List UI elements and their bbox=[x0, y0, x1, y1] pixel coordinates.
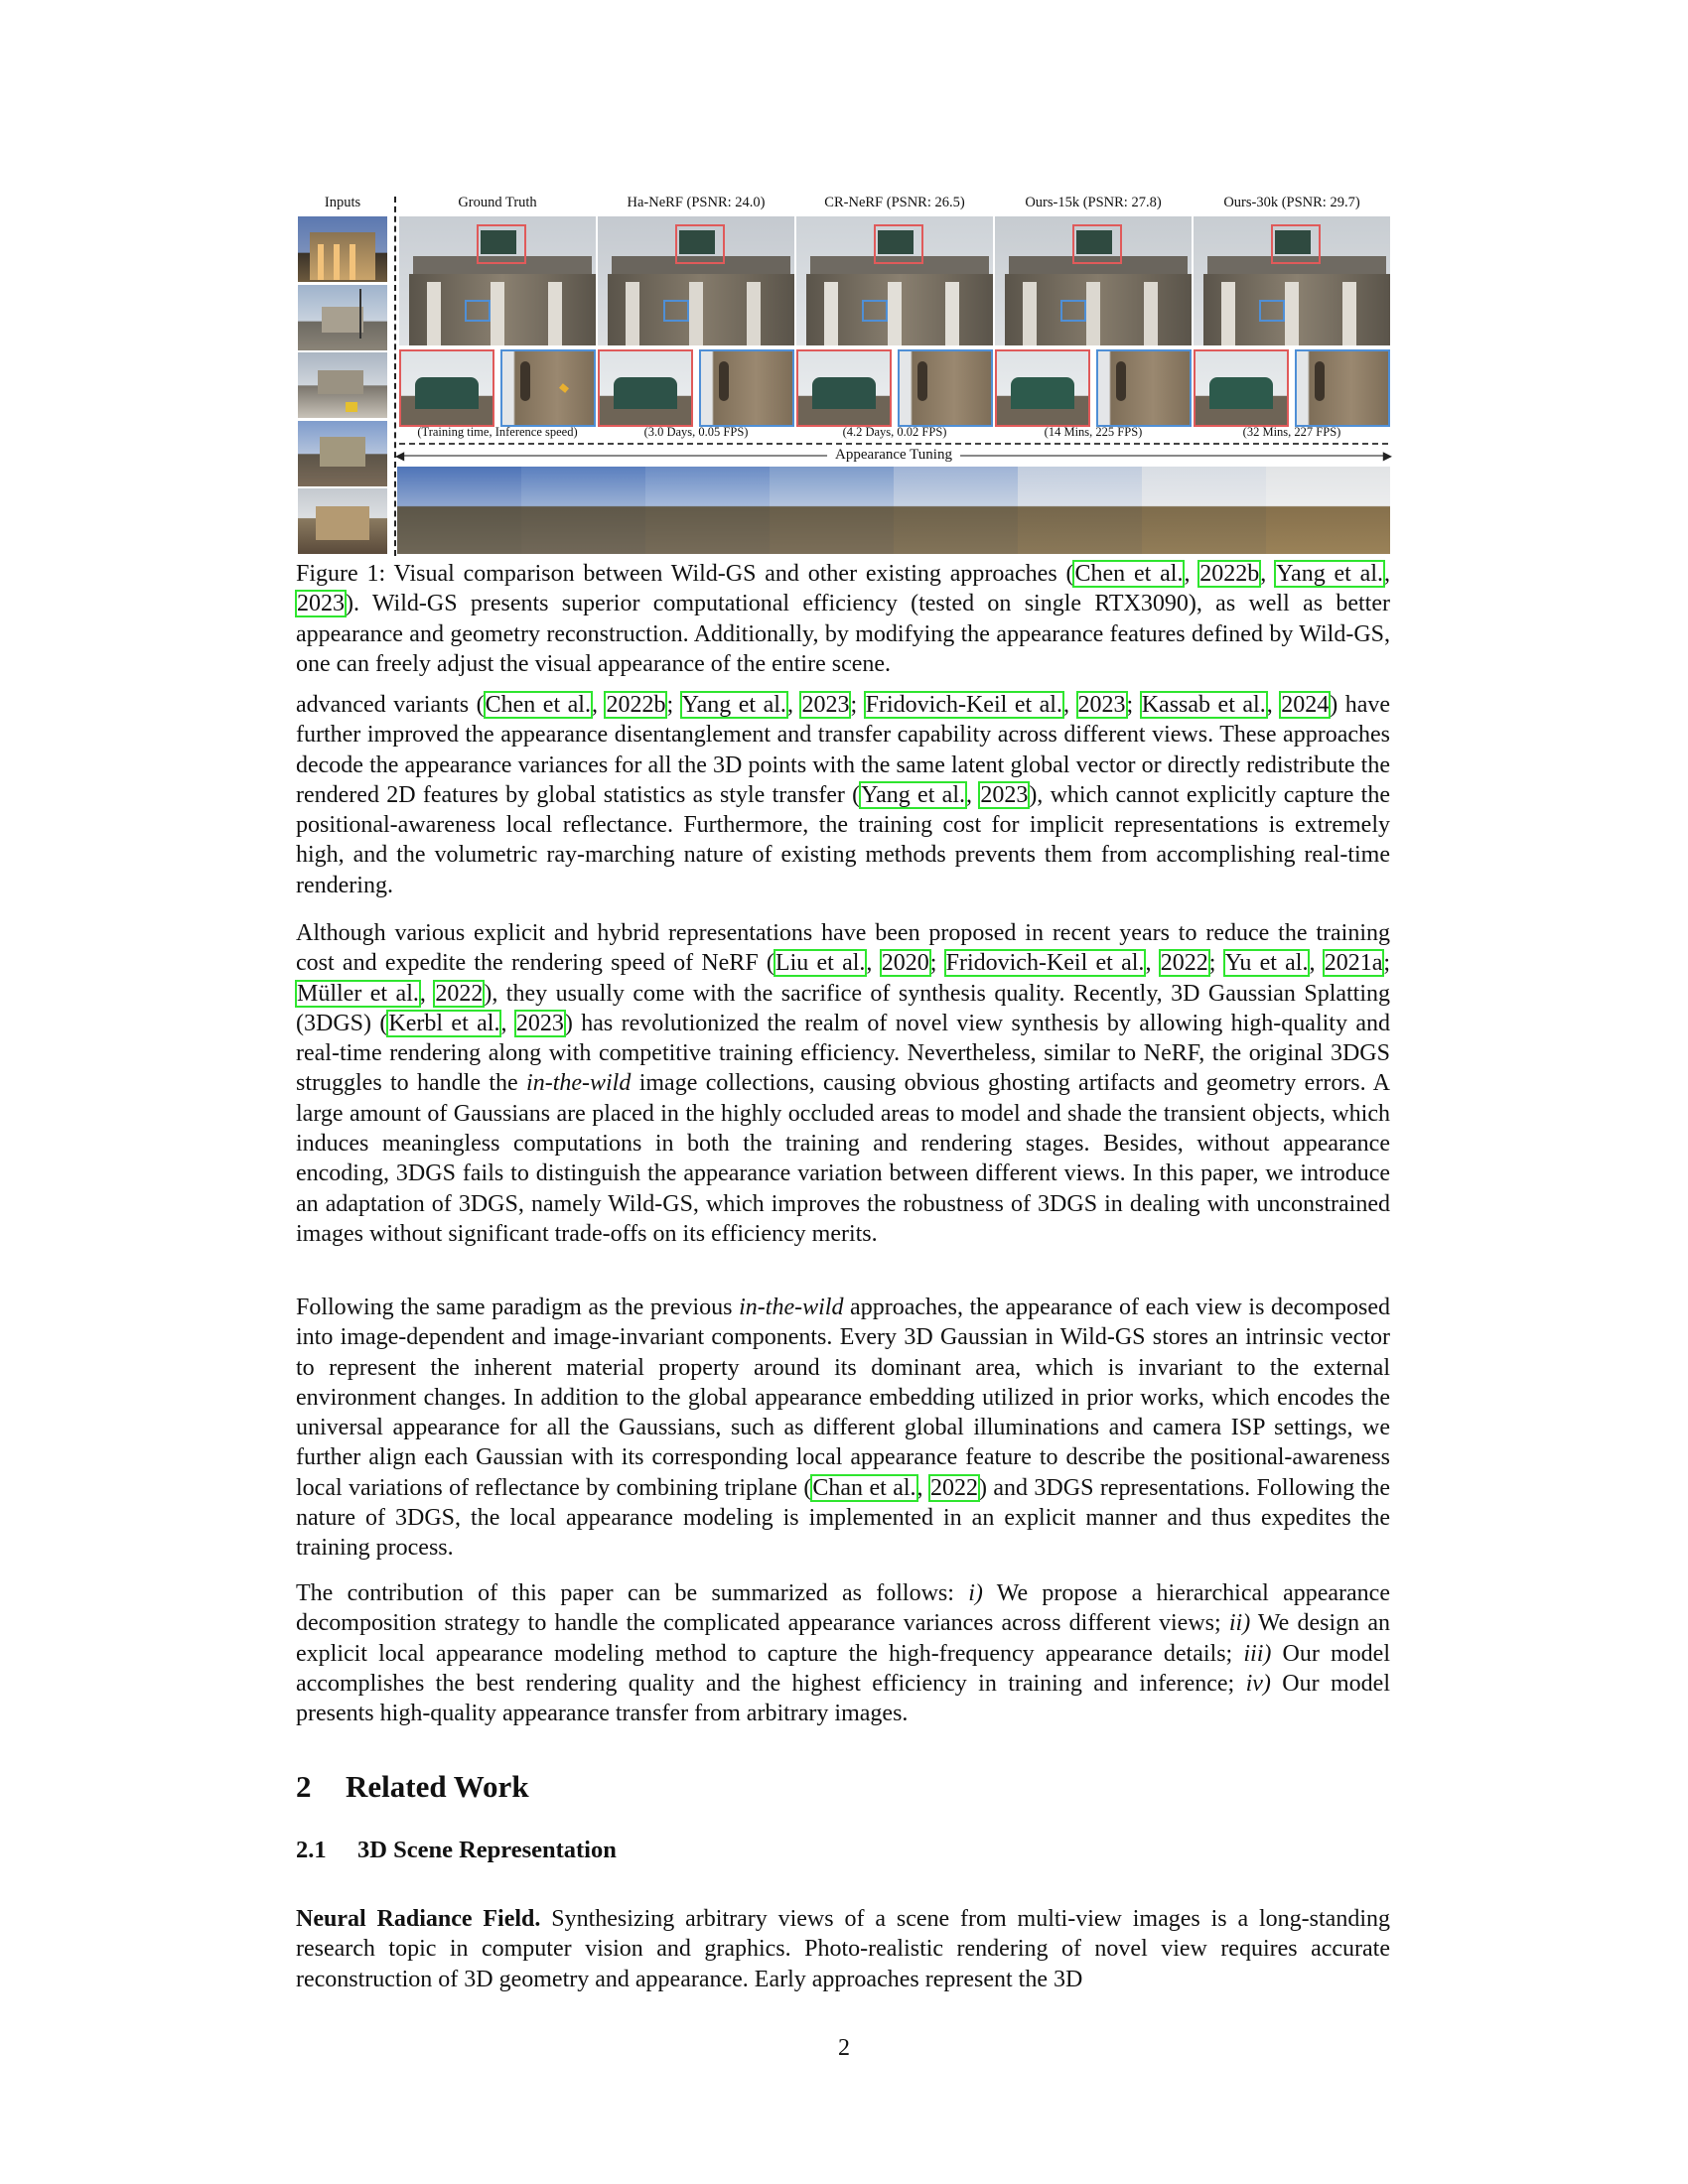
tuning-frame bbox=[1142, 467, 1266, 554]
col-label-ground-truth: Ground Truth bbox=[458, 195, 537, 210]
citation-link[interactable]: Chen et al. bbox=[1074, 561, 1184, 587]
citation-link[interactable]: 2022 bbox=[1160, 950, 1208, 977]
citation-link[interactable]: 2023 bbox=[801, 692, 850, 718]
paragraph: Neural Radiance Field. Synthesizing arbitrary views of a scene from multi-view images is a long-standing research topic in computer vision and graphics. Photo-realistic rendering of novel view requires accurate reconstruction of 3D geometry and appearance. Early approaches represent the 3D bbox=[296, 1906, 1390, 1992]
render-image bbox=[796, 216, 993, 345]
appearance-tuning-strip bbox=[397, 467, 1390, 554]
col-label-ours-30k: Ours-30k (PSNR: 29.7) bbox=[1223, 195, 1360, 210]
time-label-ha-nerf: (3.0 Days, 0.05 FPS) bbox=[643, 425, 749, 439]
citation-link[interactable]: 2023 bbox=[515, 1010, 564, 1036]
figure-1 bbox=[296, 191, 1390, 558]
zoom-crop-column bbox=[1295, 349, 1390, 427]
render-image bbox=[399, 216, 596, 345]
section-number: 2 bbox=[296, 1769, 312, 1804]
render-image bbox=[1194, 216, 1390, 345]
zoom-crop-column bbox=[898, 349, 993, 427]
tuning-frame bbox=[521, 467, 645, 554]
method-ha-nerf bbox=[598, 216, 794, 427]
citation-link[interactable]: Fridovich-Keil et al. bbox=[865, 692, 1062, 718]
tuning-frame bbox=[894, 467, 1018, 554]
paragraph-contributions: The contribution of this paper can be summarized as follows: i) We propose a hierarchical appearance decomposition strategy to handle the complicated appearance variances across different views; ii) We design an explicit local appearance modeling method to capture the high-frequency appearance details; iii) Our model accomplishes the best rendering quality and the highest efficiency in training and inference; iv) Our model presents high-quality appearance transfer from arbitrary images. bbox=[296, 1580, 1390, 1727]
tuning-frame bbox=[645, 467, 770, 554]
tuning-frame bbox=[1266, 467, 1390, 554]
citation-link[interactable]: 2022b bbox=[606, 692, 666, 718]
citation-link[interactable]: Chen et al. bbox=[485, 692, 591, 718]
appearance-tuning-label: Appearance Tuning bbox=[827, 447, 960, 464]
dashed-divider bbox=[399, 443, 1388, 445]
tuning-frame bbox=[770, 467, 894, 554]
zoom-crop-column bbox=[500, 349, 596, 427]
method-cr-nerf bbox=[796, 216, 993, 427]
citation-link[interactable]: Kerbl et al. bbox=[388, 1010, 500, 1036]
arrow-left-icon: ◀ bbox=[395, 449, 405, 463]
input-thumb bbox=[298, 285, 387, 350]
citation-link[interactable]: Yang et al. bbox=[681, 692, 786, 718]
citation-link[interactable]: Yu et al. bbox=[1224, 950, 1309, 977]
render-image bbox=[995, 216, 1192, 345]
zoom-crop-column bbox=[699, 349, 794, 427]
time-label-header: (Training time, Inference speed) bbox=[417, 425, 578, 439]
citation-link[interactable]: Fridovich-Keil et al. bbox=[945, 950, 1145, 977]
citation-link[interactable]: Yang et al. bbox=[1276, 561, 1383, 587]
tuning-frame bbox=[397, 467, 521, 554]
dashed-separator bbox=[394, 197, 396, 556]
method-ours-30k bbox=[1194, 216, 1390, 427]
citation-link[interactable]: 2020 bbox=[881, 950, 929, 977]
page-number: 2 bbox=[838, 2035, 850, 2061]
inputs-label: Inputs bbox=[324, 195, 361, 210]
input-thumbnails bbox=[298, 216, 387, 557]
input-thumb bbox=[298, 421, 387, 486]
section-heading bbox=[296, 1769, 529, 1805]
subsection-title: 3D Scene Representation bbox=[357, 1837, 617, 1863]
paragraph-lead: Neural Radiance Field. bbox=[296, 1906, 541, 1932]
appearance-tuning-arrow bbox=[395, 447, 1392, 463]
citation-link[interactable]: Liu et al. bbox=[774, 950, 866, 977]
method-ground-truth bbox=[399, 216, 596, 427]
time-label-ours-15k: (14 Mins, 225 FPS) bbox=[1044, 425, 1143, 439]
paragraph: Following the same paradigm as the previous in-the-wild approaches, the appearance of each view is decomposed into image-dependent and image-invariant components. Every 3D Gaussian in Wild-GS stores an intrinsic vector to represent the inherent material property around its dominant area, which is invariant to the external environment changes. In addition to the global appearance embedding utilized in prior works, which encodes the universal appearance for all the Gaussians, such as different global illuminations and camera ISP settings, we further align each Gaussian with its corresponding local appearance feature to describe the positional-awareness local variations of reflectance by combining triplane (Chan et al., 2022) and 3DGS representations. Following the nature of 3DGS, the local appearance modeling is implemented in an explicit manner and thus expedites the training process. bbox=[296, 1295, 1390, 1562]
input-thumb bbox=[298, 488, 387, 554]
zoom-crop-column bbox=[1096, 349, 1192, 427]
citation-link[interactable]: 2021a bbox=[1324, 950, 1383, 977]
section-title: Related Work bbox=[346, 1769, 529, 1804]
input-thumb bbox=[298, 216, 387, 282]
col-label-ha-nerf: Ha-NeRF (PSNR: 24.0) bbox=[627, 195, 766, 210]
citation-link[interactable]: 2024 bbox=[1281, 692, 1330, 718]
zoom-crop-quadriga bbox=[598, 349, 693, 427]
arrow-right-icon: ▶ bbox=[1382, 449, 1392, 463]
zoom-crop-quadriga bbox=[995, 349, 1090, 427]
render-image bbox=[598, 216, 794, 345]
citation-link[interactable]: 2022 bbox=[435, 980, 484, 1007]
paragraph: Although various explicit and hybrid representations have been proposed in recent years to reduce the training cost and expedite the rendering speed of NeRF (Liu et al., 2020; Fridovich-Keil et al., 2022; Yu et al., 2021a; Müller et al., 2022), they usually come with the sacrifice of synthesis quality. Recently, 3D Gaussian Splatting (3DGS) (Kerbl et al., 2023) has revolutionized the realm of novel view synthesis by allowing high-quality and real-time rendering along with competitive training efficiency. Nevertheless, similar to NeRF, the original 3DGS struggles to handle the in-the-wild image collections, causing obvious ghosting artifacts and geometry errors. A large amount of Gaussians are placed in the highly occluded areas to model and shade the transient objects, which induces meaningless computations in both the training and rendering stages. Besides, without appearance encoding, 3DGS fails to distinguish the appearance variation between different views. In this paper, we introduce an adaptation of 3DGS, namely Wild-GS, which improves the robustness of 3DGS in dealing with unconstrained images without significant trade-offs on its efficiency merits. bbox=[296, 920, 1391, 1247]
citation-link[interactable]: Yang et al. bbox=[861, 781, 965, 808]
citation-link[interactable]: 2023 bbox=[297, 591, 345, 617]
paragraph: advanced variants (Chen et al., 2022b; Yang et al., 2023; Fridovich-Keil et al., 2023; Kassab et al., 2024) have further improved the appearance disentanglement and transfer capability across different views. These approaches decode the appearance variances for all the 3D points with the same latent global vector or directly redistribute the rendered 2D features by global statistics as style transfer (Yang et al., 2023), which cannot explicitly capture the positional-awareness local reflectance. Furthermore, the training cost for implicit representations is extremely high, and the volumetric ray-marching nature of existing methods prevents them from accomplishing real-time rendering. bbox=[296, 692, 1391, 898]
zoom-crop-quadriga bbox=[796, 349, 892, 427]
citation-link[interactable]: 2023 bbox=[1077, 692, 1126, 718]
citation-link[interactable]: Kassab et al. bbox=[1141, 692, 1266, 718]
citation-link[interactable]: Müller et al. bbox=[297, 980, 419, 1007]
citation-link[interactable]: Chan et al. bbox=[812, 1474, 916, 1501]
time-label-ours-30k: (32 Mins, 227 FPS) bbox=[1242, 425, 1341, 439]
citation-link[interactable]: 2022 bbox=[929, 1474, 978, 1501]
citation-link[interactable]: 2023 bbox=[980, 781, 1029, 808]
zoom-crop-quadriga bbox=[399, 349, 494, 427]
time-label-cr-nerf: (4.2 Days, 0.02 FPS) bbox=[842, 425, 947, 439]
zoom-crop-quadriga bbox=[1194, 349, 1289, 427]
input-thumb bbox=[298, 352, 387, 418]
subsection-heading bbox=[296, 1837, 617, 1864]
col-label-ours-15k: Ours-15k (PSNR: 27.8) bbox=[1025, 195, 1162, 210]
figure-caption: Figure 1: Visual comparison between Wild-GS and other existing approaches (Chen et al., 2022b, Yang et al., 2023). Wild-GS presents superior computational efficiency (tested on single RTX3090), as well as better appearance and geometry reconstruction. Additionally, by modifying the appearance features defined by Wild-GS, one can freely adjust the visual appearance of the entire scene. bbox=[296, 561, 1390, 677]
subsection-number: 2.1 bbox=[296, 1837, 327, 1863]
citation-link[interactable]: 2022b bbox=[1199, 561, 1260, 587]
col-label-cr-nerf: CR-NeRF (PSNR: 26.5) bbox=[824, 195, 965, 210]
tuning-frame bbox=[1018, 467, 1142, 554]
method-ours-15k bbox=[995, 216, 1192, 427]
